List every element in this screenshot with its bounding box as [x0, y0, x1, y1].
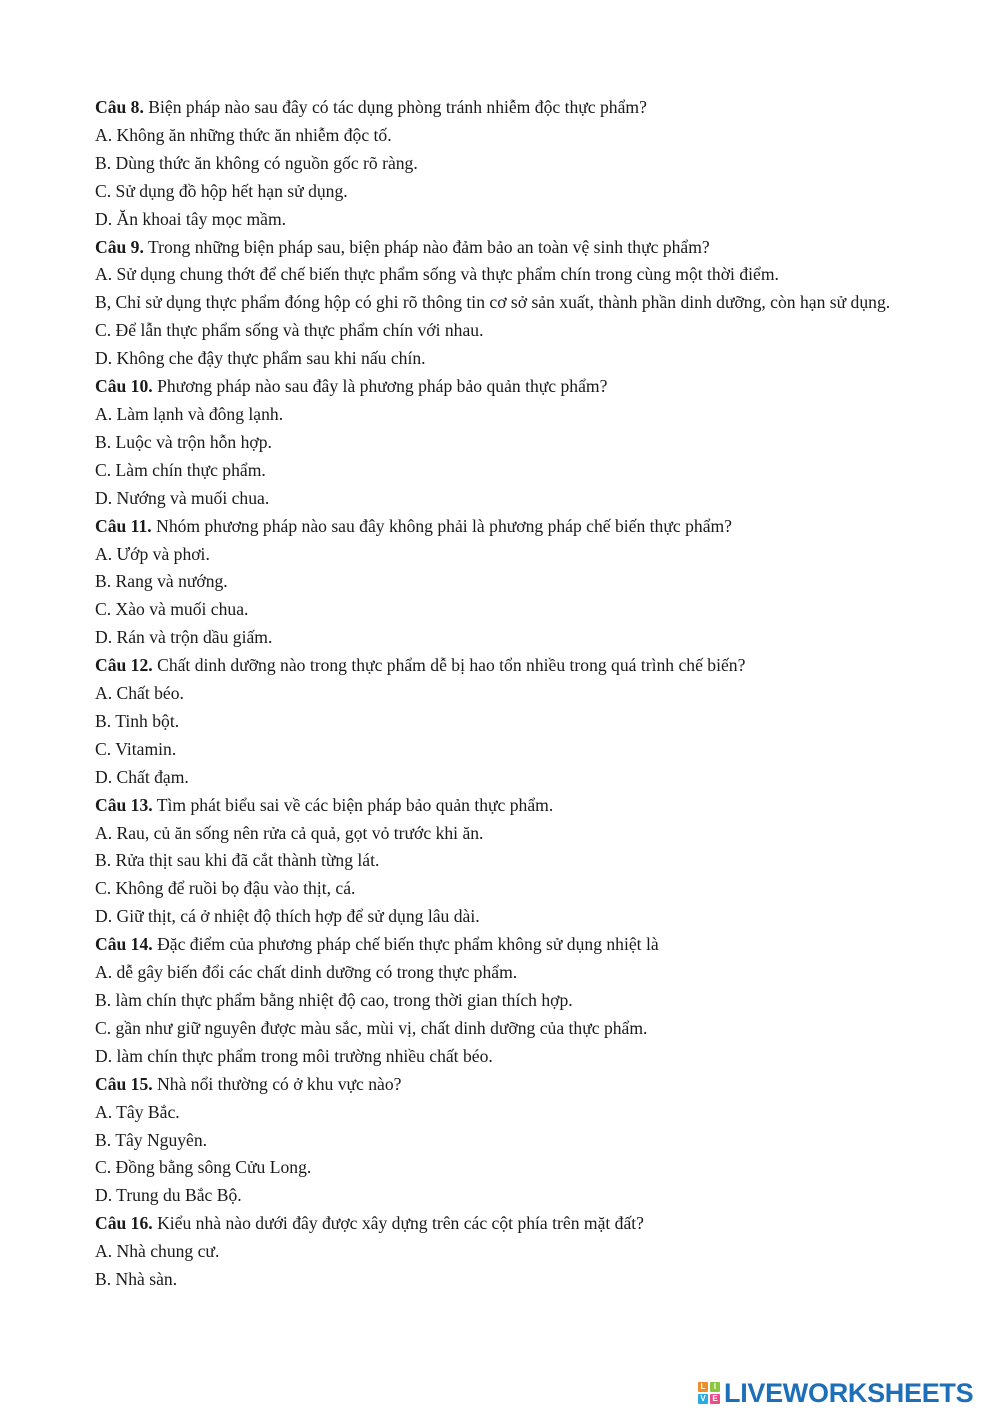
option-13c: C. Không để ruồi bọ đậu vào thịt, cá. — [95, 878, 356, 899]
question-text: Nhóm phương pháp nào sau đây không phải là phương pháp chế biến thực phẩm? — [151, 515, 732, 536]
mark-letter: E — [710, 1394, 720, 1404]
option-9b: B, Chỉ sử dụng thực phẩm đóng hộp có ghi rõ thông tin cơ sở sản xuất, thành phần dinh dưỡng, còn hạn sử dụng. — [95, 292, 891, 313]
option-13d: D. Giữ thịt, cá ở nhiệt độ thích hợp để sử dụng lâu dài. — [95, 906, 480, 927]
question-number: Câu 10. — [95, 376, 153, 397]
question-number: Câu 12. — [95, 655, 153, 676]
question-14 — [95, 931, 915, 959]
option-10c: C. Làm chín thực phẩm. — [95, 459, 266, 480]
question-12 — [95, 652, 915, 680]
mark-letter: L — [698, 1382, 708, 1392]
option-9d: D. Không che đậy thực phẩm sau khi nấu chín. — [95, 348, 426, 369]
question-number: Câu 9. — [95, 236, 144, 257]
option-15b: B. Tây Nguyên. — [95, 1129, 208, 1150]
option-12b: B. Tinh bột. — [95, 710, 180, 731]
question-text: Biện pháp nào sau đây có tác dụng phòng tránh nhiễm độc thực phẩm? — [143, 97, 647, 117]
question-8 — [95, 94, 915, 122]
question-text: Trong những biện pháp sau, biện pháp nào đảm bảo an toàn vệ sinh thực phẩm? — [143, 236, 710, 257]
question-text: Tìm phát biểu sai về các biện pháp bảo quản thực phẩm. — [152, 794, 554, 815]
mark-letter: I — [710, 1382, 720, 1392]
option-15a: A. Tây Bắc. — [95, 1101, 180, 1122]
question-number: Câu 16. — [95, 1213, 153, 1234]
option-12a: A. Chất béo. — [95, 683, 184, 704]
option-16b: B. Nhà sàn. — [95, 1269, 178, 1290]
question-number: Câu 11. — [95, 515, 152, 536]
question-text: Đặc điểm của phương pháp chế biến thực phẩm không sử dụng nhiệt là — [152, 934, 659, 955]
mark-letter: V — [698, 1394, 708, 1404]
option-8d: D. Ăn khoai tây mọc mầm. — [95, 208, 287, 229]
option-14b: B. làm chín thực phẩm bằng nhiệt độ cao, trong thời gian thích hợp. — [95, 990, 573, 1010]
question-10 — [95, 373, 915, 401]
option-11b: B. Rang và nướng. — [95, 571, 228, 592]
question-number: Câu 8. — [95, 97, 144, 117]
option-11a: A. Ướp và phơi. — [95, 543, 210, 564]
question-text: Kiểu nhà nào dưới đây được xây dựng trên các cột phía trên mặt đất? — [152, 1213, 644, 1234]
option-12c: C. Vitamin. — [95, 738, 177, 759]
option-16a: A. Nhà chung cư. — [95, 1241, 220, 1262]
option-10b: B. Luộc và trộn hỗn hợp. — [95, 431, 272, 452]
option-9c: C. Để lẫn thực phẩm sống và thực phẩm chín với nhau. — [95, 320, 484, 341]
option-14d: D. làm chín thực phẩm trong môi trường nhiều chất béo. — [95, 1045, 493, 1066]
option-8c: C. Sử dụng đồ hộp hết hạn sử dụng. — [95, 180, 348, 201]
question-number: Câu 13. — [95, 794, 153, 815]
watermark-text: LIVEWORKSHEETS — [724, 1378, 974, 1408]
question-number: Câu 14. — [95, 934, 153, 955]
option-11d: D. Rán và trộn dầu giấm. — [95, 627, 273, 648]
option-13b: B. Rửa thịt sau khi đã cắt thành từng lát. — [95, 850, 380, 871]
question-16 — [95, 1210, 915, 1238]
worksheet-page — [95, 94, 915, 1294]
option-10d: D. Nướng và muối chua. — [95, 487, 270, 508]
option-10a: A. Làm lạnh và đông lạnh. — [95, 403, 284, 424]
option-12d: D. Chất đạm. — [95, 766, 189, 787]
option-14a: A. dễ gây biến đổi các chất dinh dưỡng có trong thực phẩm. — [95, 962, 518, 983]
liveworksheets-logo — [698, 1378, 973, 1408]
question-text: Phương pháp nào sau đây là phương pháp bảo quản thực phẩm? — [152, 376, 608, 397]
question-11 — [95, 513, 915, 541]
question-number: Câu 15. — [95, 1073, 153, 1094]
option-13a: A. Rau, củ ăn sống nên rửa cả quả, gọt vỏ trước khi ăn. — [95, 822, 484, 843]
question-13 — [95, 792, 915, 820]
question-text: Chất dinh dưỡng nào trong thực phẩm dễ bị hao tổn nhiều trong quá trình chế biến? — [152, 655, 746, 676]
option-8a: A. Không ăn những thức ăn nhiễm độc tố. — [95, 124, 392, 145]
option-15d: D. Trung du Bắc Bộ. — [95, 1185, 242, 1206]
question-text: Nhà nổi thường có ở khu vực nào? — [152, 1073, 402, 1094]
question-15 — [95, 1071, 915, 1099]
liveworksheets-mark-icon — [698, 1382, 720, 1404]
question-9 — [95, 234, 915, 262]
option-15c: C. Đồng bằng sông Cửu Long. — [95, 1157, 312, 1178]
option-14c: C. gần như giữ nguyên được màu sắc, mùi vị, chất dinh dưỡng của thực phẩm. — [95, 1017, 648, 1038]
option-11c: C. Xào và muối chua. — [95, 599, 249, 620]
option-9a: A. Sử dụng chung thớt để chế biến thực phẩm sống và thực phẩm chín trong cùng một thời điểm. — [95, 264, 779, 285]
option-8b: B. Dùng thức ăn không có nguồn gốc rõ ràng. — [95, 152, 418, 173]
